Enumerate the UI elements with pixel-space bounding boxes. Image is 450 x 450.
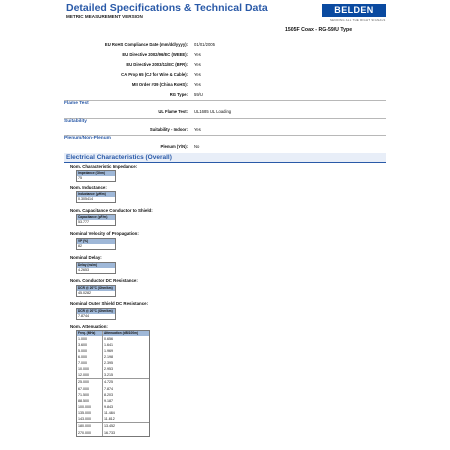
capacitance-box	[76, 214, 116, 226]
inductance-label: Nom. Inductance:	[70, 185, 107, 190]
attenuation-cell: 2.198	[104, 354, 113, 359]
section-title-plenum: Plenum/Non-Plenum	[64, 136, 111, 141]
section-title-suitability: Suitability	[64, 119, 87, 124]
attenuation-column-header: Attenuation (dB/100m)	[104, 331, 139, 335]
attenuation-cell: 7.874	[104, 386, 113, 391]
suitability-value: Yes	[194, 127, 201, 132]
compliance-value: 01/01/2005	[194, 42, 215, 47]
freq-cell: 12.000	[77, 372, 103, 378]
freq-cell: 100.000	[77, 404, 103, 410]
section-divider	[64, 162, 386, 163]
freq-cell: 71.500	[77, 392, 103, 398]
delay-header: Delay (ns/m)	[77, 263, 115, 268]
compliance-label: EU Directive 2003/11/EC (BFR):	[126, 62, 188, 67]
logo-tagline: SENDING ALL THE RIGHT SIGNALS	[330, 18, 386, 22]
plenum-value: No	[194, 144, 200, 149]
velocity-label: Nominal Velocity of Propagation:	[70, 231, 139, 236]
impedance-value: 75	[78, 175, 82, 180]
freq-cell: 10.000	[77, 366, 103, 372]
shield-dcr-header: DCR @ 20°C (Ohm/km)	[77, 309, 115, 314]
capacitance-label: Nom. Capacitance Conductor to Shield:	[70, 208, 153, 213]
velocity-value: 82	[78, 243, 82, 248]
inductance-header: Inductance (μH/m)	[77, 192, 115, 197]
capacitance-value: 53.777	[78, 219, 89, 224]
attenuation-cell: 1.969	[104, 348, 113, 353]
compliance-value: Yes	[194, 62, 201, 67]
compliance-label: CA Prop 65 (CJ for Wire & Cable):	[121, 72, 188, 77]
compliance-value: Yes	[194, 82, 201, 87]
shield-dcr-box	[76, 308, 116, 320]
capacitance-header: Capacitance (pF/m)	[77, 215, 115, 220]
freq-cell: 67.000	[77, 386, 103, 392]
freq-column-header: Freq. (MHz)	[77, 331, 103, 336]
inductance-value: 0.305414	[78, 196, 93, 201]
compliance-value: 59/U	[194, 92, 203, 97]
compliance-value: Yes	[194, 72, 201, 77]
suitability-label: Suitability - Indoor:	[149, 127, 188, 132]
section-title-flame-test: Flame Test	[64, 101, 89, 106]
freq-cell: 5.000	[77, 348, 103, 354]
document-subtitle: METRIC MEASUREMENT VERSION	[66, 14, 143, 19]
table-row	[77, 372, 149, 378]
attenuation-cell: 2.395	[104, 361, 113, 366]
table-row	[77, 430, 149, 436]
section-title-electrical: Electrical Characteristics (Overall)	[66, 154, 172, 161]
attenuation-cell: 11.812	[104, 417, 115, 422]
shield-dcr-label: Nominal Outer Shield DC Resistance:	[70, 301, 149, 306]
freq-cell: 1.000	[77, 336, 103, 342]
delay-value: 4.2653	[78, 267, 89, 272]
attenuation-cell: 16.733	[104, 430, 115, 435]
flame-test-label: UL Flame Test:	[158, 109, 188, 114]
conductor-dcr-header: DCR @ 20°C (Ohm/km)	[77, 286, 115, 291]
belden-logo: BELDEN	[322, 4, 386, 17]
attenuation-cell: 9.843	[104, 405, 113, 410]
flame-test-value: UL1685 UL Loading	[194, 109, 232, 114]
freq-cell: 180.000	[77, 423, 103, 429]
attenuation-cell: 4.725	[104, 380, 113, 385]
attenuation-cell: 0.656	[104, 336, 113, 341]
attenuation-label: Nom. Attenuation:	[70, 324, 108, 329]
freq-cell: 135.000	[77, 410, 103, 416]
section-divider	[64, 100, 386, 101]
freq-cell: 143.000	[77, 416, 103, 422]
attenuation-cell: 2.953	[104, 367, 113, 372]
freq-cell: 88.500	[77, 398, 103, 404]
document-title: Detailed Specifications & Technical Data	[66, 2, 268, 14]
compliance-label: EU Directive 2002/96/EC (WEEE):	[122, 52, 188, 57]
freq-cell: 7.000	[77, 360, 103, 366]
impedance-header: Impedance (Ohm)	[77, 171, 115, 176]
conductor-dcr-label: Nom. Conductor DC Resistance:	[70, 278, 138, 283]
shield-dcr-value: 7.8744	[78, 313, 89, 318]
impedance-box	[76, 170, 116, 182]
freq-cell: 25.000	[77, 379, 103, 385]
attenuation-cell: 11.484	[104, 411, 115, 416]
table-row	[77, 378, 149, 385]
plenum-label: Plenum (Y/N):	[160, 144, 188, 149]
attenuation-cell: 13.452	[104, 424, 115, 429]
compliance-label: RG Type:	[169, 92, 188, 97]
table-row	[77, 422, 149, 429]
delay-box	[76, 262, 116, 274]
section-divider	[64, 135, 386, 136]
conductor-dcr-box	[76, 285, 116, 297]
compliance-label: EU RoHS Compliance Date (mm/dd/yyyy):	[104, 42, 188, 47]
compliance-label: MII Order #39 (China RoHS):	[131, 82, 188, 87]
impedance-label: Nom. Characteristic Impedance:	[70, 164, 138, 169]
delay-label: Nominal Delay:	[70, 255, 102, 260]
compliance-value: Yes	[194, 52, 201, 57]
velocity-box	[76, 238, 116, 250]
attenuation-cell: 8.203	[104, 392, 113, 397]
velocity-header: VP (%)	[77, 239, 115, 244]
attenuation-table	[76, 330, 150, 437]
freq-cell: 270.000	[77, 430, 103, 436]
table-row	[77, 416, 149, 422]
attenuation-cell: 3.215	[104, 373, 113, 378]
attenuation-cell: 9.187	[104, 398, 113, 403]
freq-cell: 3.600	[77, 342, 103, 348]
freq-cell: 6.000	[77, 354, 103, 360]
section-divider	[64, 118, 386, 119]
conductor-dcr-value: 45.0282	[78, 290, 91, 295]
inductance-box	[76, 191, 116, 203]
attenuation-cell: 1.641	[104, 342, 113, 347]
product-title: 1505F Coax - RG-59/U Type	[285, 27, 353, 33]
